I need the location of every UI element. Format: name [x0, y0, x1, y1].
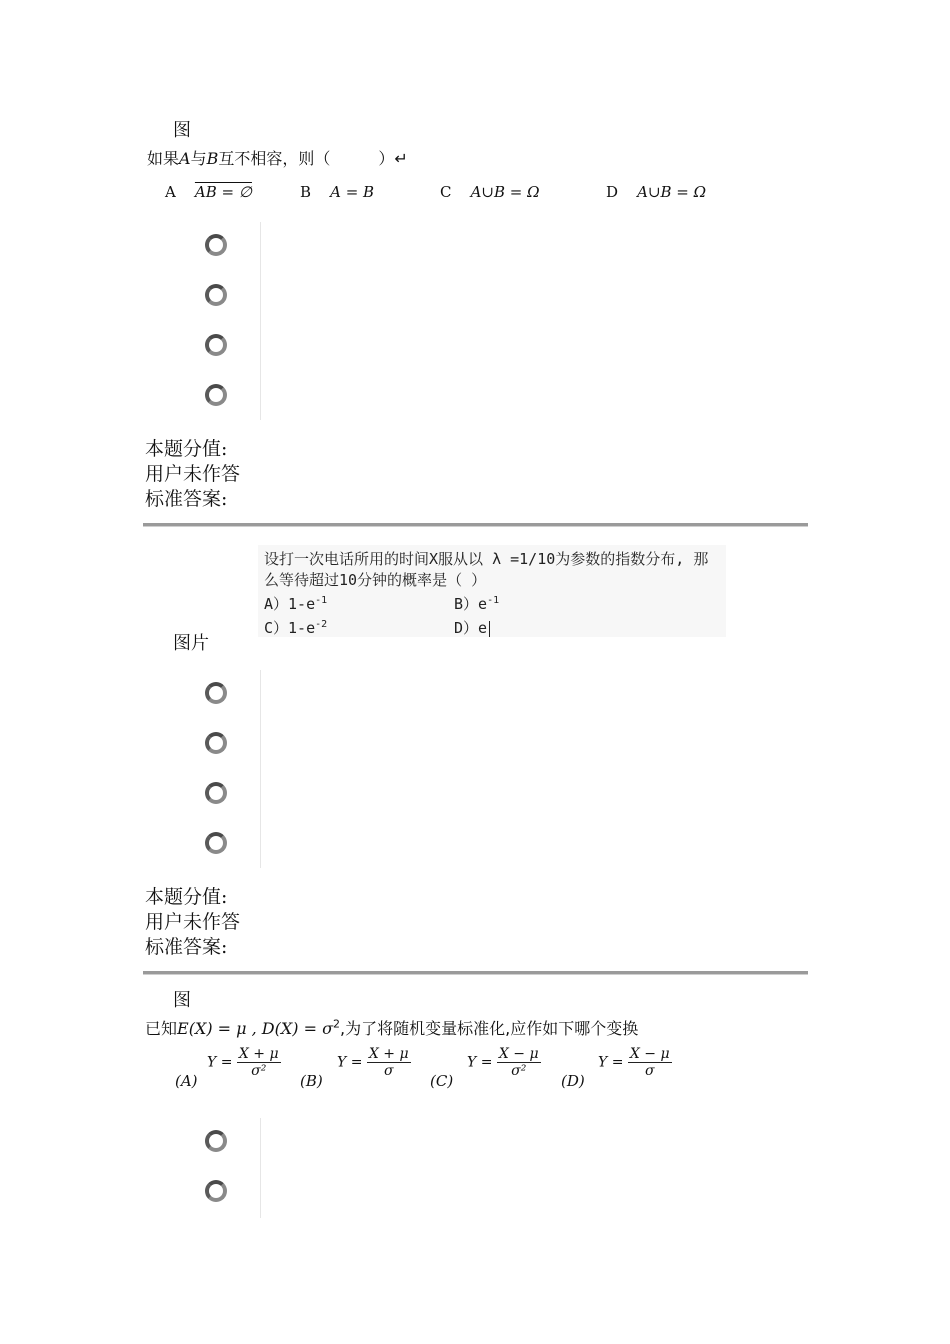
q2-option-c-text: C）1-e: [264, 619, 316, 637]
q2-option-b: [454, 593, 499, 614]
q3-option-c-label: (C): [430, 1072, 454, 1090]
q2-radio-d[interactable]: [205, 832, 227, 854]
q2-user-status: 用户未作答: [145, 911, 241, 933]
q1-stem: [147, 146, 408, 169]
q3-radio-a[interactable]: [205, 1130, 227, 1152]
q3-option-a-formula: [207, 1046, 281, 1079]
q1-caption: 图: [173, 120, 191, 141]
q3-option-c-lhs: Y =: [467, 1054, 493, 1071]
q3-caption: 图: [173, 990, 191, 1011]
q1-answer-label: 标准答案:: [145, 488, 228, 510]
q3-option-d-num: X − μ: [629, 1046, 670, 1062]
q1-meta: [145, 437, 240, 512]
q1-score-label: 本题分值:: [145, 438, 228, 460]
q1-radio-b[interactable]: [205, 284, 227, 306]
q3-stem-sup: 2: [333, 1017, 341, 1031]
q3-option-d-formula: [598, 1046, 672, 1079]
q1-option-d-expr: A∪B = Ω: [637, 183, 707, 201]
q1-option-a: [165, 183, 252, 201]
q3-radio-group: [200, 1118, 261, 1218]
q1-radio-a[interactable]: [205, 234, 227, 256]
q3-option-d-label: (D): [561, 1072, 585, 1090]
q1-radio-c[interactable]: [205, 334, 227, 356]
q3-option-b-formula: [337, 1046, 411, 1079]
q3-option-d-frac: [628, 1046, 672, 1079]
divider: [143, 971, 808, 975]
text-cursor-icon: [489, 621, 490, 637]
q1-option-b-letter: B: [300, 183, 312, 201]
q3-option-a-den: σ²: [251, 1063, 267, 1079]
q3-option-c-num: X − μ: [498, 1046, 539, 1062]
q2-meta: [145, 885, 240, 960]
q2-radio-b[interactable]: [205, 732, 227, 754]
q3-option-a-frac: [237, 1046, 281, 1079]
q1-radio-d[interactable]: [205, 384, 227, 406]
divider: [143, 523, 808, 527]
q1-option-b: [300, 183, 374, 201]
q2-option-c: [264, 617, 327, 638]
q2-line2: 么等待超过10分钟的概率是（ ）: [264, 571, 487, 589]
q3-option-d-den: σ: [644, 1063, 655, 1079]
q2-option-d: [454, 617, 490, 638]
q2-line1: 设打一次电话所用的时间X服从以 λ =1/10为参数的指数分布, 那: [264, 550, 709, 568]
q1-option-a-expr: AB = ∅: [194, 183, 252, 201]
q1-radio-group: [200, 222, 261, 420]
q3-formula-image: [145, 1044, 705, 1094]
q3-option-a-label: (A): [175, 1072, 198, 1090]
q3-option-b-frac: [367, 1046, 411, 1079]
q3-option-c-formula: [467, 1046, 541, 1079]
q1-stem-b: B: [206, 149, 219, 168]
q2-option-a-sup: -1: [315, 595, 328, 606]
q3-option-a-lhs: Y =: [207, 1054, 233, 1071]
q2-option-b-sup: -1: [487, 595, 500, 606]
q3-option-b-lhs: Y =: [337, 1054, 363, 1071]
q3-option-b-den: σ: [383, 1063, 394, 1079]
q3-option-b-label: (B): [300, 1072, 323, 1090]
q1-option-c: [440, 183, 540, 201]
q2-score-label: 本题分值:: [145, 886, 228, 908]
q3-option-b-num: X + μ: [368, 1046, 409, 1062]
q2-option-a: [264, 593, 327, 614]
q2-radio-c[interactable]: [205, 782, 227, 804]
q2-option-d-text: D）e: [454, 619, 488, 637]
q1-option-c-expr: A∪B = Ω: [470, 183, 540, 201]
q1-stem-a: A: [179, 149, 191, 168]
q3-option-d-lhs: Y =: [598, 1054, 624, 1071]
q3-option-c-den: σ²: [511, 1063, 527, 1079]
q1-option-d-letter: D: [606, 183, 619, 201]
q2-answer-label: 标准答案:: [145, 936, 228, 958]
q3-stem: [145, 1016, 638, 1039]
q1-stem-mid: 与: [190, 149, 207, 168]
q3-option-a-num: X + μ: [238, 1046, 279, 1062]
q2-option-a-text: A）1-e: [264, 595, 316, 613]
q2-radio-a[interactable]: [205, 682, 227, 704]
q1-option-d: [606, 183, 706, 201]
q3-stem-suffix: ,为了将随机变量标准化,应作如下哪个变换: [340, 1019, 639, 1038]
q1-stem-suffix: 互不相容，则（ ）↵: [218, 149, 408, 168]
q2-radio-group: [200, 670, 261, 868]
q2-option-b-text: B）e: [454, 595, 488, 613]
q3-stem-math: E(X) = μ , D(X) = σ: [177, 1019, 334, 1038]
q1-user-status: 用户未作答: [145, 463, 241, 485]
q1-option-c-letter: C: [440, 183, 452, 201]
q1-option-b-expr: A = B: [330, 183, 375, 201]
q2-option-c-sup: -2: [315, 619, 328, 630]
q3-radio-b[interactable]: [205, 1180, 227, 1202]
q2-caption: 图片: [173, 633, 209, 654]
q3-stem-prefix: 已知: [145, 1019, 178, 1038]
q1-option-a-letter: A: [165, 183, 176, 201]
q3-option-c-frac: [497, 1046, 541, 1079]
q1-stem-prefix: 如果: [147, 149, 180, 168]
